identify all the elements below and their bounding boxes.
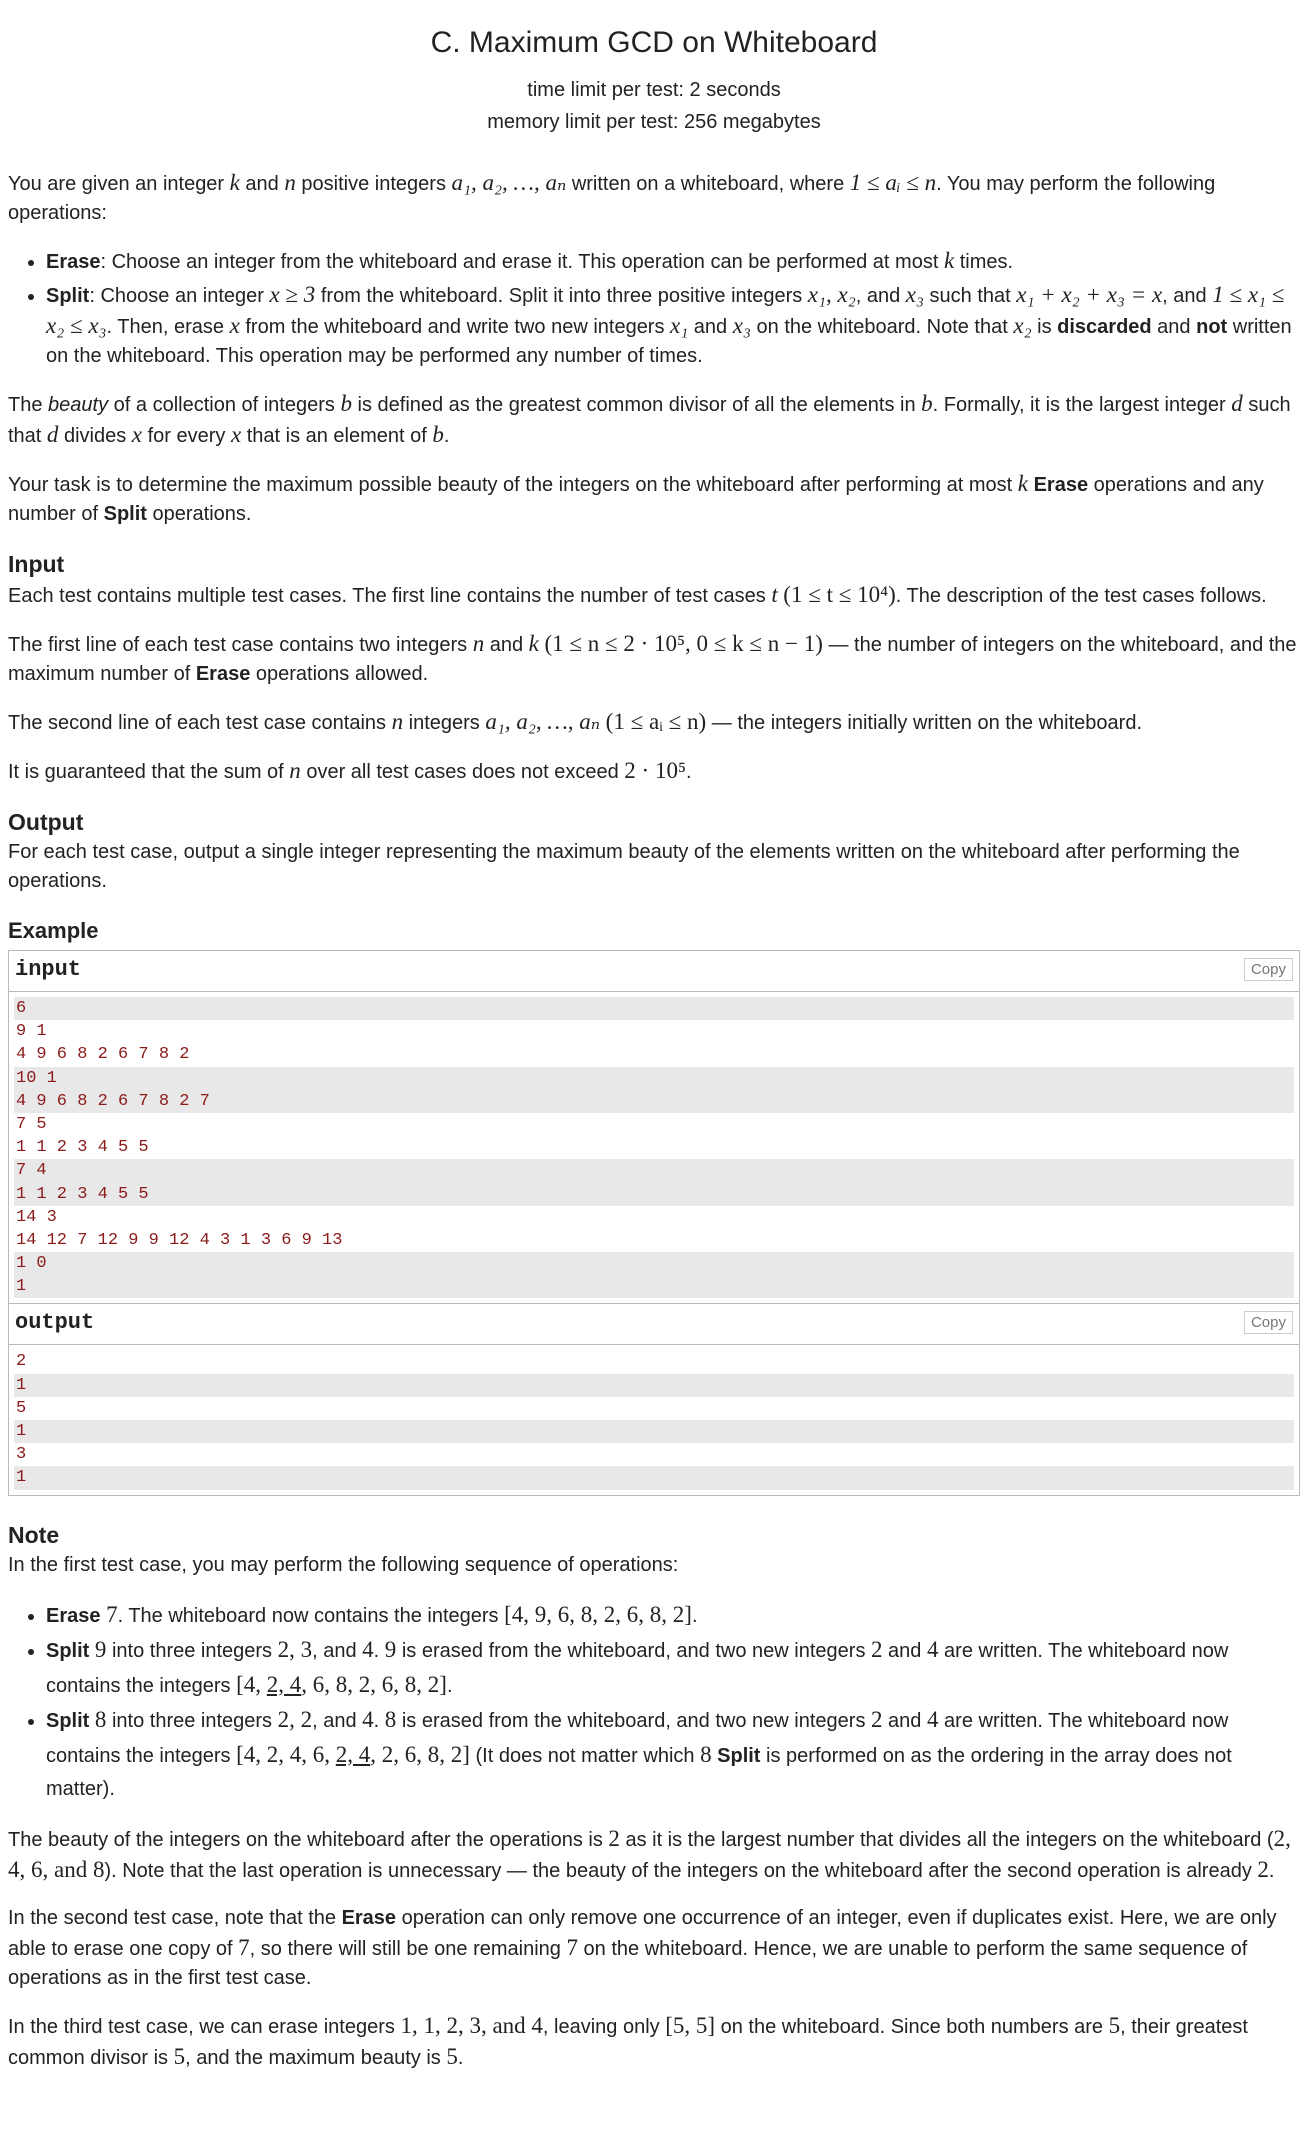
output-line: 3 (14, 1443, 1294, 1466)
input-line: 7 5 (14, 1113, 1294, 1136)
example-heading: Example (8, 918, 99, 943)
beauty-definition: The beauty of a collection of integers b is defined as the greatest common divisor of all the elements in b. Formally, it is the largest integer d such that d divides x for every x that is an element of b. (8, 391, 1291, 447)
input-line: 10 1 (14, 1067, 1294, 1090)
note-heading: Note (8, 1521, 60, 1548)
input-line: 1 1 2 3 4 5 5 (14, 1136, 1294, 1159)
input-heading: Input (8, 551, 65, 577)
input-line: 6 (14, 997, 1294, 1020)
input-header (9, 951, 1299, 992)
time-limit: time limit per test: 2 seconds (527, 79, 781, 101)
input-line: 7 4 (14, 1159, 1294, 1182)
output-header (9, 1303, 1299, 1345)
note-steps (8, 1598, 1300, 1806)
list-item: • Split 8 into three integers 2, 2, and 4. 8 is erased from the whiteboard, and two new integers 2 and 4 are written. The whiteboard now contains the integers [4, 2, 4, 6, 2, 4, 2, 6, 8, 2] (It does not matter which 8 Split is performed on as the ordering in the array does not matter). (46, 1703, 1300, 1806)
output-label: output (15, 1310, 95, 1336)
input-line: 1 (14, 1275, 1294, 1298)
output-line: 1 (14, 1420, 1294, 1443)
input-line: 1 0 (14, 1252, 1294, 1275)
input-paragraph: Each test contains multiple test cases. The first line contains the number of test cases t (1 ≤ t ≤ 10⁴). The description of the test cases follows. (8, 582, 1267, 607)
copy-output-button[interactable]: Copy (1244, 1311, 1293, 1334)
list-item: • Split: Choose an integer x ≥ 3 from the whiteboard. Split it into three positive integers x₁, x₂, and x₃ such that x₁ + x₂ + x₃ = x, and 1 ≤ x₁ ≤ x₂ ≤ x₃. Then, erase x from the whiteboard and write two new integers x₁ and x₃ on the whiteboard. Note that x₂ is discarded and not written on the whiteboard. This operation may be performed any number of times. (46, 280, 1300, 371)
problem-page (8, 0, 1300, 2073)
output-line: 5 (14, 1397, 1294, 1420)
input-line: 4 9 6 8 2 6 7 8 2 (14, 1043, 1294, 1066)
problem-title: C. Maximum GCD on Whiteboard (430, 26, 878, 59)
input-line: 9 1 (14, 1020, 1294, 1043)
statement-intro: You are given an integer k and n positive integers a₁, a₂, …, aₙ written on a whiteboard, where 1 ≤ aᵢ ≤ n. You may perform the following operations: (8, 170, 1216, 224)
sample-tests (8, 950, 1300, 1496)
note-intro: In the first test case, you may perform the following sequence of operations: (8, 1553, 679, 1576)
input-paragraph: It is guaranteed that the sum of n over all test cases does not exceed 2 · 10⁵. (8, 758, 692, 783)
output-paragraph: For each test case, output a single integer representing the maximum beauty of the elements written on the whiteboard after performing the operations. (8, 841, 1240, 892)
list-item: • Erase 7. The whiteboard now contains the integers [4, 9, 6, 8, 2, 6, 8, 2]. (46, 1598, 1300, 1633)
output-body[interactable] (9, 1345, 1299, 1494)
note-paragraph: In the second test case, note that the Erase operation can only remove one occurrence of an integer, even if duplicates exist. Here, we are only able to erase one copy of 7, so there will still be one remaining 7 on the whiteboard. Hence, we are unable to perform the same sequence of operations as in the first test case. (8, 1906, 1277, 1989)
note-paragraph: In the third test case, we can erase integers 1, 1, 2, 3, and 4, leaving only [5, 5] on the whiteboard. Since both numbers are 5, their greatest common divisor is 5, and the maximum beauty is 5. (8, 2012, 1248, 2069)
list-item: • Erase: Choose an integer from the whiteboard and erase it. This operation can be performed at most k times. (46, 246, 1300, 277)
input-line: 14 3 (14, 1206, 1294, 1229)
list-item: • Split 9 into three integers 2, 3, and 4. 9 is erased from the whiteboard, and two new integers 2 and 4 are written. The whiteboard now contains the integers [4, 2, 4, 6, 8, 2, 6, 8, 2]. (46, 1633, 1300, 1703)
input-line: 4 9 6 8 2 6 7 8 2 7 (14, 1090, 1294, 1113)
note-paragraph: The beauty of the integers on the whiteboard after the operations is 2 as it is the largest number that divides all the integers on the whiteboard (2, 4, 6, and 8). Note that the last operation is unnecessary — the beauty of the integers on the whiteboard after the second operation is already 2. (8, 1825, 1291, 1882)
input-label: input (15, 957, 82, 982)
input-line: 14 12 7 12 9 9 12 4 3 1 3 6 9 13 (14, 1229, 1294, 1252)
input-line: 1 1 2 3 4 5 5 (14, 1183, 1294, 1206)
input-body[interactable] (9, 992, 1299, 1303)
input-paragraph: The second line of each test case contains n integers a₁, a₂, …, aₙ (1 ≤ aᵢ ≤ n) — the integers initially written on the whiteboard. (8, 709, 1142, 734)
output-line: 1 (14, 1466, 1294, 1489)
operations-list (8, 246, 1300, 371)
output-line: 2 (14, 1350, 1294, 1373)
output-line: 1 (14, 1374, 1294, 1397)
copy-input-button[interactable]: Copy (1244, 958, 1293, 981)
task-description: Your task is to determine the maximum possible beauty of the integers on the whiteboard after performing at most k Erase operations and any number of Split operations. (8, 471, 1264, 525)
output-heading: Output (8, 809, 84, 835)
input-paragraph: The first line of each test case contains two integers n and k (1 ≤ n ≤ 2 · 10⁵, 0 ≤ k ≤ n − 1) — the number of integers on the whiteboard, and the maximum number of Erase operations allowed. (8, 631, 1297, 685)
memory-limit: memory limit per test: 256 megabytes (487, 111, 821, 133)
